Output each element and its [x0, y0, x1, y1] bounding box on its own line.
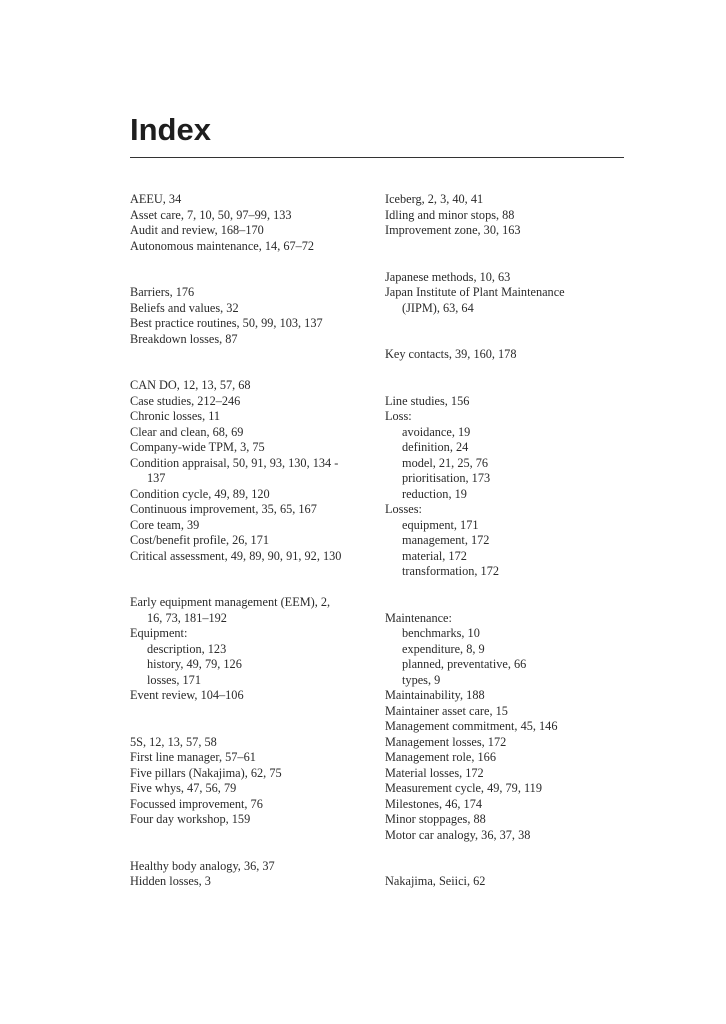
index-entry: Best practice routines, 50, 99, 103, 137 [130, 316, 323, 330]
index-entry: Audit and review, 168–170 [130, 223, 264, 237]
index-entry: Japanese methods, 10, 63 [385, 269, 511, 284]
index-entry: Motor car analogy, 36, 37, 38 [385, 827, 531, 842]
index-entry: Continuous improvement, 35, 65, 167 [130, 502, 317, 516]
section-gap [130, 828, 375, 859]
index-entry: CAN DO, 12, 13, 57, 68 [130, 378, 251, 392]
index-entry: Four day workshop, 159 [130, 812, 251, 826]
index-entry: Minor stoppages, 88 [385, 812, 486, 826]
index-subentry: benchmarks, 10 [402, 626, 480, 640]
section-gap [130, 347, 375, 378]
index-entry: Clear and clean, 68, 69 [130, 424, 244, 439]
index-subentry: prioritisation, 173 [402, 471, 491, 485]
index-entry: Cost/benefit profile, 26, 171 [130, 533, 270, 547]
index-entry-continuation: 16, 73, 181–192 [147, 610, 227, 625]
index-subentry: avoidance, 19 [402, 424, 471, 439]
index-entry-continuation: 137 [147, 471, 166, 485]
index-entry: Chronic losses, 11 [130, 409, 221, 423]
index-entry: 5S, 12, 13, 57, 58 [130, 734, 217, 749]
section-gap [385, 316, 630, 347]
index-entry: Equipment: [130, 626, 188, 640]
index-entry: Loss: [385, 409, 412, 423]
index-entry: Five whys, 47, 56, 79 [130, 781, 237, 795]
index-subentry: material, 172 [402, 548, 467, 563]
index-entry: Milestones, 46, 174 [385, 796, 483, 811]
index-entry: Management role, 166 [385, 750, 496, 764]
section-gap [385, 239, 630, 270]
index-entry: Beliefs and values, 32 [130, 300, 239, 315]
index-entry: Iceberg, 2, 3, 40, 41 [385, 192, 484, 206]
index-entry: Company-wide TPM, 3, 75 [130, 440, 265, 454]
index-entry: Condition appraisal, 50, 91, 93, 130, 134 - [130, 455, 339, 470]
index-entry: Core team, 39 [130, 517, 200, 532]
index-column-right [385, 192, 630, 890]
index-entry: Hidden losses, 3 [130, 874, 211, 888]
index-entry: Management commitment, 45, 146 [385, 719, 558, 733]
index-entry: Losses: [385, 502, 422, 516]
index-entry: Management losses, 172 [385, 734, 507, 749]
index-entry: Healthy body analogy, 36, 37 [130, 858, 275, 873]
index-subentry: expenditure, 8, 9 [402, 641, 485, 656]
section-gap [130, 704, 375, 735]
index-entry: Event review, 104–106 [130, 688, 244, 702]
index-entry: Autonomous maintenance, 14, 67–72 [130, 238, 315, 253]
index-entry: Measurement cycle, 49, 79, 119 [385, 781, 542, 795]
index-subentry: types, 9 [402, 672, 441, 687]
index-subentry: definition, 24 [402, 440, 469, 454]
index-entry: Improvement zone, 30, 163 [385, 223, 521, 237]
index-entry: Case studies, 212–246 [130, 393, 241, 408]
section-gap [130, 254, 375, 285]
index-entry: Critical assessment, 49, 89, 90, 91, 92, 130 [130, 548, 342, 563]
index-entry-continuation: (JIPM), 63, 64 [402, 300, 474, 315]
index-entry: Focussed improvement, 76 [130, 796, 263, 811]
index-entry: Material losses, 172 [385, 765, 484, 780]
page-title: Index [130, 112, 211, 147]
index-subentry: history, 49, 79, 126 [147, 657, 242, 671]
index-subentry: management, 172 [402, 533, 490, 547]
index-entry: Condition cycle, 49, 89, 120 [130, 486, 270, 501]
index-entry: Maintainability, 188 [385, 688, 485, 702]
index-subentry: reduction, 19 [402, 486, 467, 501]
index-entry: Nakajima, Seiici, 62 [385, 874, 486, 888]
index-entry: Five pillars (Nakajima), 62, 75 [130, 765, 282, 780]
index-entry: Maintenance: [385, 610, 452, 625]
index-entry: Breakdown losses, 87 [130, 331, 238, 346]
index-entry: Asset care, 7, 10, 50, 97–99, 133 [130, 207, 292, 222]
index-entry: First line manager, 57–61 [130, 750, 256, 764]
index-entry: AEEU, 34 [130, 192, 182, 206]
section-gap [385, 843, 630, 874]
index-subentry: description, 123 [147, 641, 227, 656]
index-column-left [130, 192, 375, 890]
index-subentry: planned, preventative, 66 [402, 657, 527, 671]
index-entry: Japan Institute of Plant Maintenance [385, 285, 565, 299]
index-subentry: model, 21, 25, 76 [402, 455, 489, 470]
index-entry: Barriers, 176 [130, 285, 195, 299]
index-entry: Line studies, 156 [385, 393, 470, 408]
index-entry: Key contacts, 39, 160, 178 [385, 347, 517, 361]
index-subentry: losses, 171 [147, 672, 201, 687]
index-subentry: equipment, 171 [402, 517, 479, 532]
index-subentry: transformation, 172 [402, 564, 499, 578]
index-entry: Maintainer asset care, 15 [385, 703, 508, 718]
section-gap [385, 363, 630, 394]
section-gap [385, 580, 630, 611]
index-entry: Idling and minor stops, 88 [385, 207, 515, 222]
index-entry: Early equipment management (EEM), 2, [130, 595, 331, 609]
title-divider [130, 157, 624, 158]
section-gap [130, 564, 375, 595]
